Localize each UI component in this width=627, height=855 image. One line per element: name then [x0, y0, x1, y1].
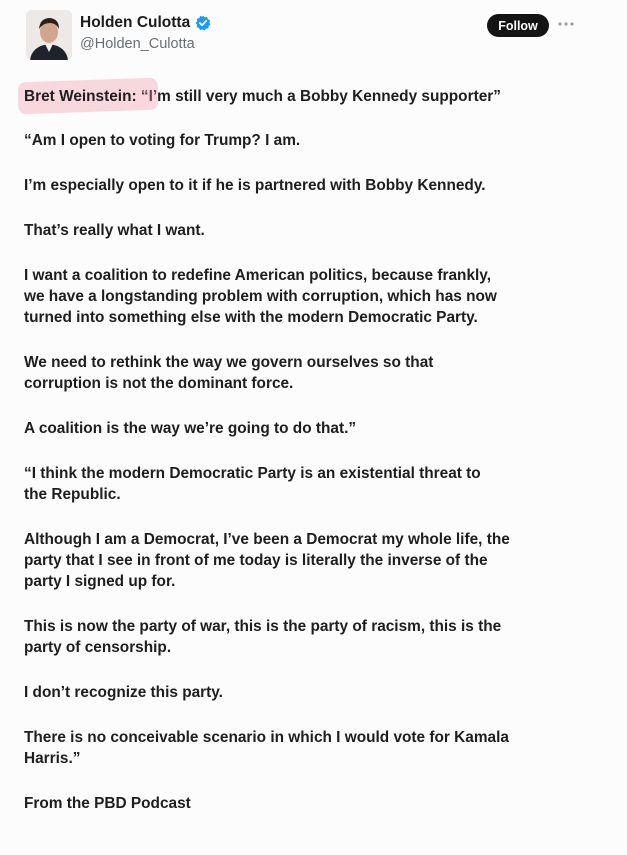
post-header — [0, 0, 627, 70]
post-body — [24, 86, 604, 838]
avatar[interactable] — [26, 10, 72, 60]
post-paragraph: Although I am a Democrat, I’ve been a Democrat my whole life, the party that I see in front of me today is literally the inverse of the party I signed up for. — [24, 531, 510, 590]
speaker-name: Bret Weinstein: — [24, 88, 137, 105]
first-quote: “I’m still very much a Bobby Kennedy supporter” — [136, 88, 501, 105]
author-display-name[interactable]: Holden Culotta — [80, 14, 191, 31]
post-paragraph: I’m especially open to it if he is partnered with Bobby Kennedy. — [24, 177, 486, 194]
post-paragraph: There is no conceivable scenario in which I would vote for Kamala Harris.” — [24, 729, 509, 767]
follow-button[interactable]: Follow — [487, 14, 549, 37]
post-paragraph: This is now the party of war, this is the party of racism, this is the party of censorship. — [24, 618, 502, 656]
post-paragraph: “Am I open to voting for Trump? I am. — [24, 132, 301, 149]
author-handle[interactable]: @Holden_Culotta — [80, 36, 195, 52]
post-paragraph: That’s really what I want. — [24, 222, 205, 239]
avatar-photo — [26, 10, 72, 60]
post-paragraph — [24, 86, 604, 107]
post-paragraph: I don’t recognize this party. — [24, 684, 223, 701]
post-paragraph: We need to rethink the way we govern ourselves so that corruption is not the dominant force. — [24, 354, 434, 392]
post-source: From the PBD Podcast — [24, 795, 191, 812]
verified-badge-icon — [195, 15, 211, 31]
speaker-highlight — [24, 86, 137, 107]
post-paragraph: I want a coalition to redefine American politics, because frankly, we have a longstanding problem with corruption, which has now turned into something else with the modern Democratic Party. — [24, 267, 497, 326]
post-paragraph: “I think the modern Democratic Party is an existential threat to the Republic. — [24, 465, 481, 503]
post-paragraph: A coalition is the way we’re going to do that.” — [24, 420, 357, 437]
more-horizontal-icon[interactable] — [556, 14, 576, 34]
name-row — [80, 14, 211, 32]
